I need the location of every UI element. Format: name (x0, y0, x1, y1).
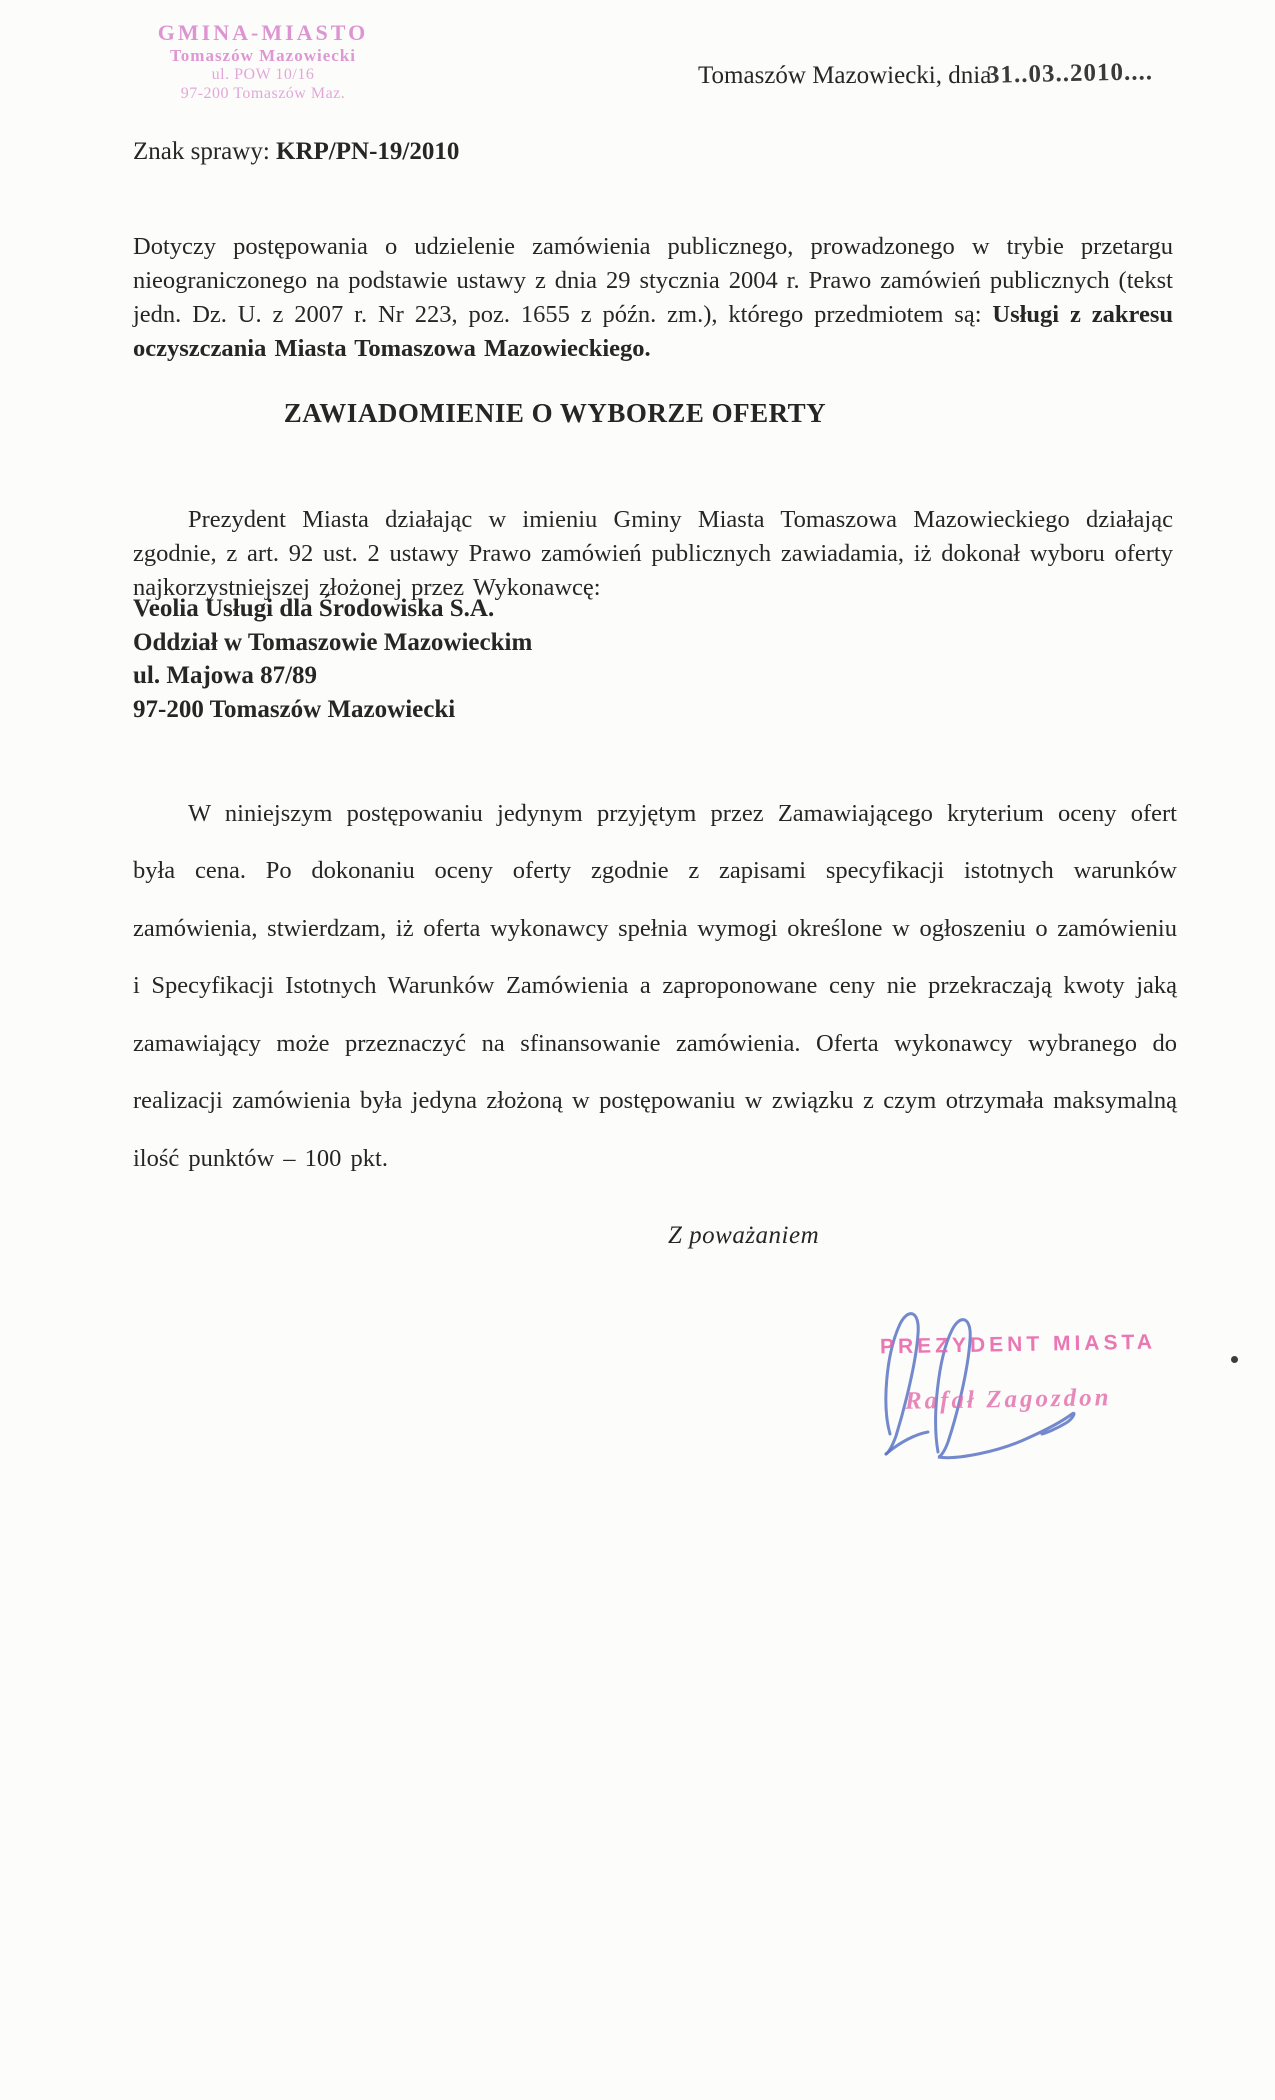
scan-speck-dot (1231, 1356, 1238, 1363)
paragraph-subject-text: Dotyczy postępowania o udzielenie zamówienia publicznego, prowadzonego w trybie przetargu nieograniczonego na podstawie ustawy z dnia 29 stycznia 2004 r. Prawo zamówień publicznych (tekst jedn. Dz. U. z 2007 r. Nr 223, poz. 1655 z późn. zm.), którego przedmiotem są: (133, 232, 1173, 328)
paragraph-evaluation: W niniejszym postępowaniu jedynym przyjętym przez Zamawiającego kryterium oceny ofert była cena. Po dokonaniu oceny oferty zgodnie z zapisami specyfikacji istotnych warunków zamówienia, stwierdzam, iż oferta wykonawcy spełnia wymogi określone w ogłoszeniu o zamówieniu i Specyfikacji Istotnych Warunków Zamówienia a zaproponowane ceny nie przekraczają kwoty jaką zamawiający może przeznaczyć na sfinansowanie zamówienia. Oferta wykonawcy wybranego do realizacji zamówienia była jedyna złożoną w postępowaniu w związku z czym otrzymała maksymalną ilość punktów – 100 pkt. (133, 799, 1177, 1172)
sender-stamp-line3: ul. POW 10/16 (211, 66, 315, 83)
sender-stamp-line1: GMINA-MIASTO (157, 20, 369, 45)
case-number-label: Znak sprawy: (133, 138, 277, 165)
president-stamp-name: Rafał Zagozdon (904, 1384, 1112, 1415)
case-number-value: KRP/PN-19/2010 (276, 138, 460, 165)
contractor-branch: Oddział w Tomaszowie Mazowieckim (133, 628, 533, 656)
case-number-line (133, 138, 459, 166)
contractor-name: Veolia Usługi dla Środowiska S.A. (133, 595, 495, 622)
paragraph-subject (133, 230, 1173, 366)
president-stamp-title: PREZYDENT MIASTA (879, 1330, 1157, 1359)
valediction: Z poważaniem (668, 1222, 820, 1249)
sender-stamp-line2: Tomaszów Mazowiecki (170, 45, 356, 65)
paragraph-subject-bold: Usługi z zakresu oczyszczania Miasta Tomaszowa Mazowieckiego. (133, 300, 1173, 362)
paragraph-announcement: Prezydent Miasta działając w imieniu Gminy Miasta Tomaszowa Mazowieckiego działając zgodnie, z art. 92 ust. 2 ustawy Prawo zamówień publicznych zawiadamia, iż dokonał wyboru oferty najkorzystniejszej złożonej przez Wykonawcę: (133, 505, 1173, 601)
dateline (698, 58, 1154, 90)
contractor-city: 97-200 Tomaszów Mazowiecki (133, 695, 456, 723)
dateline-printed: Tomaszów Mazowiecki, dnia (698, 62, 992, 89)
sender-stamp (118, 20, 408, 104)
handwritten-signature (876, 1306, 1091, 1461)
contractor-street: ul. Majowa 87/89 (133, 662, 318, 689)
contractor-block (133, 592, 532, 726)
sender-stamp-line4: 97-200 Tomaszów Maz. (180, 84, 346, 102)
dateline-handwritten-date: 31..03..2010.... (986, 58, 1154, 89)
document-title: ZAWIADOMIENIE O WYBORZE OFERTY (283, 398, 827, 428)
